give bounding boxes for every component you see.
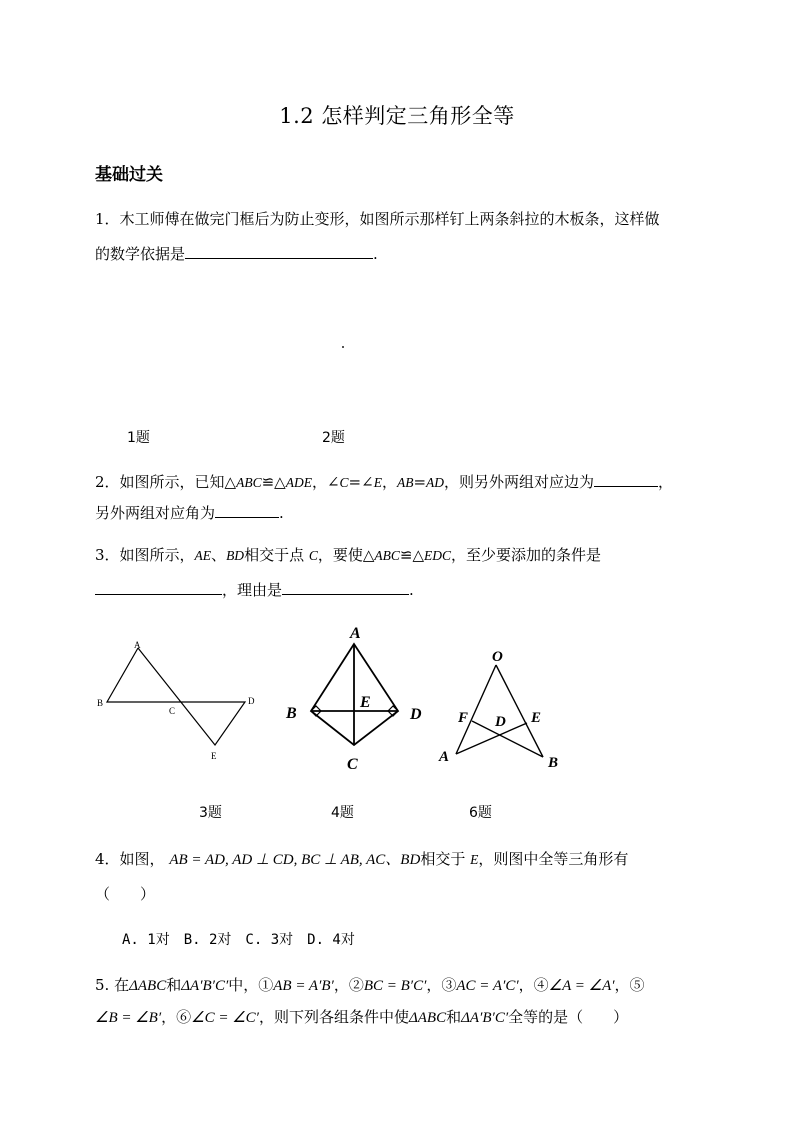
q5-math: AB = A′B′ bbox=[273, 978, 334, 994]
q4-options: A. 1对 B. 2对 C. 3对 D. 4对 bbox=[122, 932, 355, 948]
figure-3 bbox=[90, 630, 270, 770]
q5-line2 bbox=[95, 1010, 628, 1026]
q2-text: ，则另外两组对应边为 bbox=[444, 473, 595, 491]
q2-answer-blank-2[interactable] bbox=[215, 503, 279, 518]
fig6-label-a: A bbox=[439, 749, 450, 765]
caption-fig2: 2题 bbox=[322, 430, 345, 446]
q3-math: AE bbox=[194, 548, 212, 563]
q2-text: ， bbox=[658, 473, 674, 491]
q5-text: 5. 在 bbox=[95, 976, 130, 994]
q4-text: ，则图中全等三角形有 bbox=[478, 850, 629, 868]
q5-line1 bbox=[95, 978, 645, 994]
q2-line1 bbox=[95, 472, 673, 490]
q3-math: C bbox=[308, 548, 318, 563]
q3-text: ≌△ bbox=[399, 546, 425, 564]
q3-text: ，要使△ bbox=[317, 546, 375, 564]
q3-math: EDC bbox=[424, 548, 452, 563]
q3-text: 、 bbox=[211, 546, 227, 564]
q5-text: 中，① bbox=[228, 976, 274, 994]
fig3-label-e: E bbox=[211, 751, 217, 761]
fig4-label-a: A bbox=[350, 625, 361, 642]
q3-text: 相交于点 bbox=[244, 546, 305, 564]
q2-text: ≌△ bbox=[261, 473, 286, 491]
caption-fig3: 3题 bbox=[199, 805, 222, 821]
q5-math: ∠B = ∠B′ bbox=[95, 1010, 162, 1026]
q3-math: ABC bbox=[374, 548, 400, 563]
q5-math: ΔABC bbox=[408, 1010, 447, 1026]
q5-text: ，④ bbox=[518, 976, 549, 994]
q5-text: 和 bbox=[166, 976, 182, 994]
figure-4 bbox=[280, 622, 440, 777]
q4-text: 相交于 bbox=[420, 850, 466, 868]
q5-math: AC = A′C′ bbox=[456, 978, 519, 994]
q3-line1 bbox=[95, 548, 601, 563]
q4-math: E bbox=[470, 852, 479, 867]
section-heading: 基础过关 bbox=[95, 165, 163, 185]
q2-math: AD bbox=[426, 475, 445, 490]
q4-math: AB = AD, AD ⊥ CD, BC ⊥ AB, AC、BD bbox=[169, 852, 421, 868]
fig6-label-b: B bbox=[548, 755, 559, 771]
q5-math: ∠A = ∠A′ bbox=[548, 978, 615, 994]
caption-fig4: 4题 bbox=[331, 805, 354, 821]
q5-math: BC = B′C′ bbox=[363, 978, 427, 994]
fig4-label-b: B bbox=[286, 705, 297, 722]
q5-text[interactable]: 全等的是（ ） bbox=[508, 1008, 629, 1026]
fig6-label-d: D bbox=[495, 714, 506, 730]
q5-math: ΔA′B′C′ bbox=[181, 978, 229, 994]
q5-text: 和 bbox=[446, 1008, 462, 1026]
q5-text: ，③ bbox=[426, 976, 457, 994]
fig4-label-c: C bbox=[347, 756, 358, 773]
q2-text: =∠ bbox=[348, 473, 374, 491]
q5-text: ，⑤ bbox=[614, 976, 645, 994]
q3-text: ，理由是 bbox=[222, 581, 283, 599]
page-title: 1.2 怎样判定三角形全等 bbox=[279, 104, 515, 128]
caption-fig1: 1题 bbox=[127, 430, 150, 446]
fig4-label-d: D bbox=[410, 706, 422, 723]
q2-math: AB bbox=[396, 475, 414, 490]
q3-text: 3．如图所示， bbox=[95, 546, 195, 564]
q2-math: ADE bbox=[285, 475, 312, 490]
q5-text: ，⑥ bbox=[161, 1008, 192, 1026]
q3-end: . bbox=[409, 581, 414, 599]
fig3-label-d: D bbox=[248, 696, 255, 706]
q3-answer-blank-1[interactable] bbox=[95, 580, 222, 595]
q4-line1 bbox=[95, 852, 628, 868]
q2-text: = bbox=[413, 473, 427, 491]
fig3-label-b: B bbox=[97, 698, 104, 708]
q1-answer-blank[interactable] bbox=[185, 244, 373, 259]
q2-text: 2．如图所示，已知△ bbox=[95, 473, 237, 491]
fig6-label-e: E bbox=[531, 710, 542, 726]
q2-math: C bbox=[339, 475, 349, 490]
q1-line1: 1．木工师傅在做完门框后为防止变形，如图所示那样钉上两条斜拉的木板条，这样做 bbox=[95, 210, 660, 228]
q1-end: . bbox=[373, 245, 378, 263]
fig6-label-o: O bbox=[492, 649, 503, 665]
caption-fig6: 6题 bbox=[469, 805, 492, 821]
q5-text: ，② bbox=[333, 976, 364, 994]
q2-text: ，∠ bbox=[311, 473, 340, 491]
q2-text: ， bbox=[381, 473, 397, 491]
q2-answer-blank-1[interactable] bbox=[594, 472, 658, 487]
q5-math: ∠C = ∠C′ bbox=[191, 1010, 259, 1026]
q5-math: ΔA′B′C′ bbox=[461, 1010, 509, 1026]
q1-line2 bbox=[95, 244, 378, 262]
q2-math: ABC bbox=[236, 475, 262, 490]
figure-placeholder-dot bbox=[342, 346, 344, 348]
q3-text: ，至少要添加的条件是 bbox=[451, 546, 602, 564]
q2-line2 bbox=[95, 503, 284, 521]
figure-6 bbox=[430, 645, 570, 775]
q2-text: 另外两组对应角为 bbox=[95, 504, 216, 522]
q3-answer-blank-2[interactable] bbox=[282, 580, 409, 595]
q3-math: BD bbox=[226, 548, 245, 563]
q4-text: 4．如图， bbox=[95, 850, 165, 868]
q3-line2 bbox=[95, 580, 414, 598]
q2-math: E bbox=[373, 475, 382, 490]
q2-end: . bbox=[279, 504, 284, 522]
fig3-label-a: A bbox=[134, 640, 141, 650]
fig4-label-e: E bbox=[360, 694, 371, 711]
fig3-lines bbox=[107, 648, 245, 745]
q5-text: ，则下列各组条件中使 bbox=[258, 1008, 409, 1026]
q1-text: 的数学依据是 bbox=[95, 245, 186, 263]
q4-paren[interactable]: （ ） bbox=[95, 885, 156, 903]
fig6-label-f: F bbox=[458, 710, 469, 726]
q5-math: ΔABC bbox=[129, 978, 167, 994]
fig3-label-c: C bbox=[169, 706, 176, 716]
